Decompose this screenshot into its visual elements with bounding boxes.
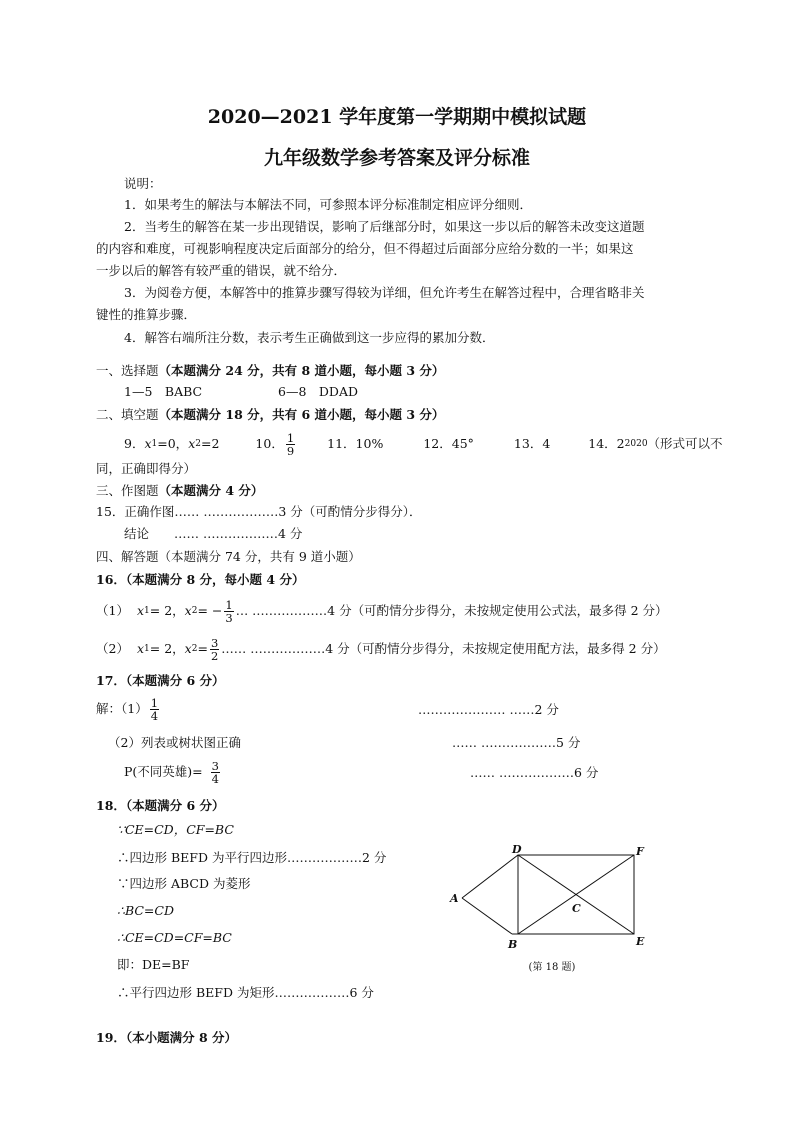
q17-part-1: 解：（1） $\frac{1}{4}$ bbox=[96, 695, 159, 723]
q10-fraction: $\frac{1}{9}$ bbox=[286, 430, 295, 458]
note-1: 1．如果考生的解法与本解法不同，可参照本评分标准制定相应评分细则． bbox=[124, 197, 532, 212]
edge-a-b bbox=[462, 898, 512, 934]
page-subtitle: 九年级数学参考答案及评分标准 bbox=[263, 147, 530, 169]
section-1-answers-a: 1—5 BABC bbox=[124, 384, 203, 399]
section-2-heading: 二、填空题（本题满分 18 分，共有 6 道小题，每小题 3 分） bbox=[96, 407, 445, 422]
label-e: E bbox=[636, 935, 645, 948]
note-2b: 的内容和难度，可视影响程度决定后面部分的给分，但不得超过后面部分应给分数的一半；如果这 bbox=[96, 241, 634, 256]
q15-line-2: 结论 …… ………………4 分 bbox=[124, 526, 303, 541]
figure-caption: (第 18 题) bbox=[528, 962, 576, 973]
q17-part-2-score: …… ………………5 分 bbox=[452, 735, 581, 750]
q17-part-2: （2）列表或树状图正确 bbox=[108, 735, 241, 750]
q15-line-1: 15．正确作图…… ………………3 分（可酌情分步得分）． bbox=[96, 504, 422, 519]
section-2-answers-cont: 同，正确即得分） bbox=[96, 461, 197, 476]
label-f: F bbox=[636, 845, 644, 858]
label-c: C bbox=[572, 902, 581, 915]
q18-line-3: ∵四边形 ABCD 为菱形 bbox=[117, 876, 251, 891]
q18-heading: 18．（本题满分 6 分） bbox=[96, 798, 225, 813]
note-4: 4．解答右端所注分数，表示考生正确做到这一步应得的累加分数． bbox=[124, 330, 495, 345]
q18-line-2: ∴四边形 BEFD 为平行四边形………………2 分 bbox=[117, 850, 387, 865]
label-b: B bbox=[508, 938, 518, 951]
q18-line-5: ∴CE=CD=CF=BC bbox=[117, 930, 232, 945]
section-1-heading: 一、选择题（本题满分 24 分，共有 8 道小题，每小题 3 分） bbox=[96, 363, 445, 378]
q16-1-fraction: $\frac{1}{3}$ bbox=[225, 597, 233, 625]
section-1-answers-b: 6—8 DDAD bbox=[278, 384, 358, 399]
q16-heading: 16．（本题满分 8 分，每小题 4 分） bbox=[96, 572, 305, 587]
q16-2-fraction: $\frac{3}{2}$ bbox=[210, 635, 219, 663]
q18-line-4: ∴BC=CD bbox=[117, 903, 174, 918]
edge-a-d bbox=[462, 855, 518, 898]
note-2c: 一步以后的解答有较严重的错误，就不给分． bbox=[96, 263, 347, 278]
q16-part-1: （1） x 1 = 2， x 2 = − $\frac{1}{3}$ … ………………4 分（可酌情分步得分，未按规定使用公式法，最多得 2 分） bbox=[96, 597, 668, 625]
q18-line-1: ∵CE=CD，CF=BC bbox=[117, 822, 234, 837]
q17-1-fraction: $\frac{1}{4}$ bbox=[150, 695, 159, 723]
page-title: 2020—2021 学年度第一学期期中模拟试题 bbox=[207, 106, 587, 128]
q18-line-6: 即：DE=BF bbox=[117, 957, 190, 972]
q19-heading: 19．（本小题满分 8 分） bbox=[96, 1030, 238, 1045]
q17-heading: 17．（本题满分 6 分） bbox=[96, 673, 225, 688]
q17-part-3-score: …… ………………6 分 bbox=[470, 765, 599, 780]
note-2a: 2．当考生的解答在某一步出现错误，影响了后继部分时，如果这一步以后的解答未改变这道题 bbox=[124, 219, 645, 234]
notes-label: 说明： bbox=[124, 176, 162, 191]
label-a: A bbox=[450, 892, 459, 905]
q16-part-2: （2） x 1 = 2， x 2 = $\frac{3}{2}$ …… ………………4 分（可酌情分步得分，未按规定使用配方法，最多得 2 分） bbox=[96, 635, 666, 663]
q17-part-3: P(不同英雄)= $\frac{3}{4}$ bbox=[124, 758, 219, 786]
note-3b: 键性的推算步骤． bbox=[96, 307, 197, 322]
section-3-heading: 三、作图题（本题满分 4 分） bbox=[96, 483, 264, 498]
note-3a: 3．为阅卷方便，本解答中的推算步骤写得较为详细，但允许考生在解答过程中，合理省略非关 bbox=[124, 285, 645, 300]
q18-line-7: ∴平行四边形 BEFD 为矩形………………6 分 bbox=[117, 985, 374, 1000]
section-2-answers: 9． x 1 =0， x 2 =2 10． $\frac{1}{9}$ 11．10% 12．45° 13．4 14．2 2020 （形式可以不 bbox=[124, 430, 723, 458]
q17-3-fraction: $\frac{3}{4}$ bbox=[211, 758, 219, 786]
section-4-heading: 四、解答题（本题满分 74 分，共有 9 道小题） bbox=[96, 549, 361, 564]
q18-figure bbox=[440, 838, 660, 978]
q17-part-1-score: ………………… ……2 分 bbox=[418, 702, 559, 717]
label-d: D bbox=[512, 843, 522, 856]
